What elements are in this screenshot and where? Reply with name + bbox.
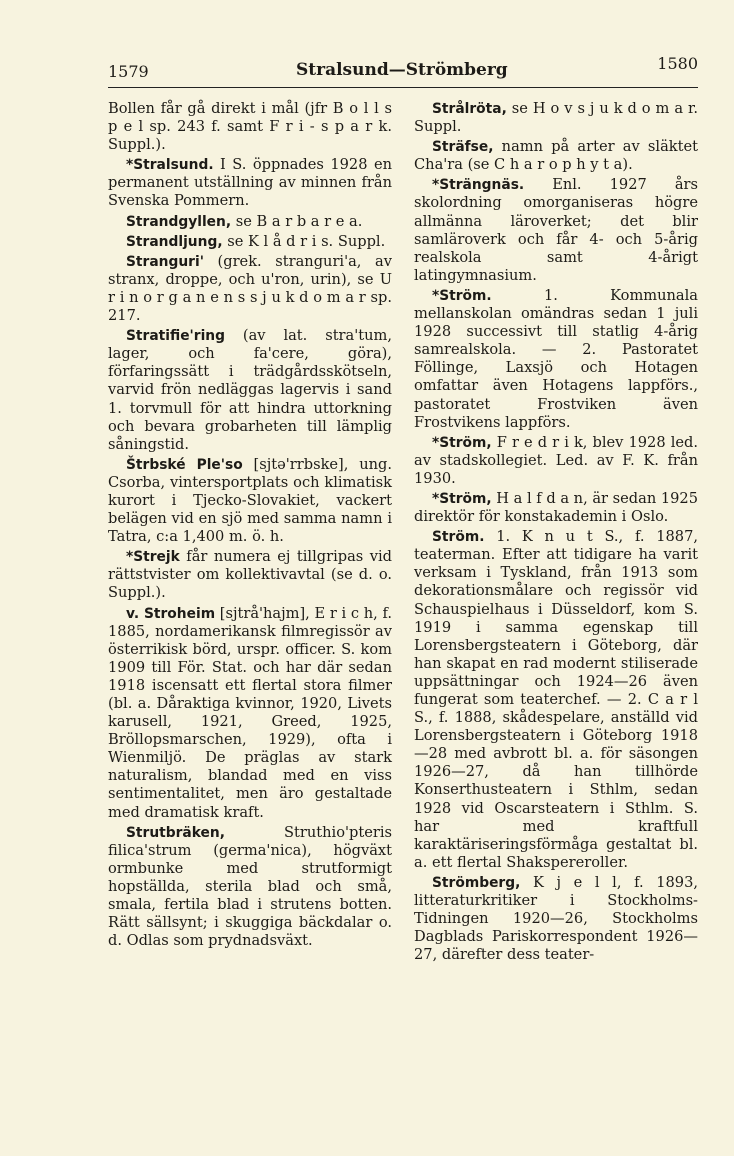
entry-text: (av lat. stra'tum, lager, och fa'cere, göra), förfaringssätt i trädgårdsskötseln, varvid frön nedläggas lagervis i sand 1. torvmull för att hindra uttorkning och bevara grobarheten till lämplig såningstid.: [108, 327, 392, 453]
entry-text: se H o v s j u k d o m a r. Suppl.: [414, 100, 698, 136]
entry-headword: Štrbské Ple'so: [126, 456, 243, 473]
page-number-right: 1580: [657, 54, 698, 73]
entry-text: namn på arter av släktet Cha'ra (se C h a r o p h y t a).: [414, 138, 698, 174]
entry: [108, 233, 392, 251]
entry-text: Bollen får gå direkt i mål (jfr B o l l s p e l sp. 243 f. samt F r i - s p a r k. Suppl.).: [108, 100, 392, 154]
entry-text: F r e d r i k, blev 1928 led. av stadskollegiet. Led. av F. K. från 1930.: [414, 433, 698, 487]
entry: [414, 434, 698, 488]
entry: [108, 100, 392, 154]
entry: [108, 548, 392, 602]
left-column: [108, 100, 392, 952]
entry: [108, 605, 392, 822]
entry-headword: *Strejk: [126, 549, 180, 566]
entry: [414, 490, 698, 526]
entry-headword: Sträfse,: [432, 139, 494, 156]
entry-headword: *Stralsund.: [126, 157, 214, 174]
entry: [108, 824, 392, 951]
entry-headword: Strandljung,: [126, 233, 223, 250]
entry: [108, 327, 392, 454]
right-column: [414, 100, 698, 966]
entry-text: [sjtrå'hajm], E r i c h, f. 1885, nordamerikansk filmregissör av österrikisk börd, urspr. officer. S. kom 1909 till För. Stat. och har där sedan 1918 iscensatt ett flertal stora filmer (bl. a. Dåraktiga kvinnor, 1920, Livets karusell, 1921, Greed, 1925, Bröllopsmarschen, 1929), ofta i Wienmiljö. De präglas av stark naturalism, blandad med en viss sentimentalitet, men äro gestaltade med dramatisk kraft.: [108, 604, 393, 821]
entry-text: 1. Kommunala mellanskolan omändras sedan 1 juli 1928 successivt till statlig 4-årig samrealskola. — 2. Pastoratet Föllinge, Laxsjö och Hotagen omfattar även Hotagens lappförs., pastoratet Frostviken även Frostvikens lappförs.: [414, 286, 698, 431]
entry-text: H a l f d a n, är sedan 1925 direktör för konstakademin i Oslo.: [414, 489, 699, 526]
entry: [414, 176, 698, 285]
running-title: Stralsund—Strömberg: [296, 60, 508, 80]
entry: [414, 874, 698, 964]
entry-headword: *Ström,: [432, 434, 492, 451]
entry-text: se B a r b a r e a.: [231, 212, 363, 230]
entry-text: K j e l l, f. 1893, litteraturkritiker i Stockholms-Tidningen 1920—26, Stockholms Dagblads Pariskorrespondent 1926—27, därefter dess teater-: [414, 873, 698, 964]
entry: [108, 456, 392, 546]
entry-headword: Stratifie'ring: [126, 328, 226, 345]
entry-text: Struthio'pteris filica'strum (germa'nica), högväxt ormbunke med strutformigt hopställda, sterila blad och små, smala, fertila blad i strutens botten. Rätt sällsynt; i skuggiga bäckdalar o. d. Odlas som prydnadsväxt.: [108, 823, 392, 950]
entry-text: får numera ej tillgripas vid rättstvister om kollektivavtal (se d. o. Suppl.).: [108, 548, 392, 602]
page-header: [108, 52, 698, 88]
entry-text: I S. öppnades 1928 en permanent utställning av minnen från Svenska Pommern.: [108, 156, 392, 210]
entry-headword: Stranguri': [126, 253, 204, 270]
entry: [108, 253, 392, 325]
entry-headword: Strålröta,: [432, 101, 507, 117]
entry-headword: *Ström.: [432, 287, 492, 304]
entry-text: [sjtə'rrbske], ung. Csorba, vintersportplats och klimatisk kurort i Tjecko-Slovakiet, vackert belägen vid en sjö med samma namn i Tatra, c:a 1,400 m. ö. h.: [108, 455, 392, 546]
entry-headword: Strandgyllen,: [126, 213, 232, 230]
entry: [108, 213, 392, 231]
entry-headword: *Ström,: [432, 490, 492, 507]
entry-headword: Strutbräken,: [126, 824, 225, 841]
entry-text: se K l å d r i s. Suppl.: [222, 232, 386, 250]
entry-headword: v. Stroheim: [126, 605, 216, 622]
entry: [414, 100, 698, 136]
entry: [414, 287, 698, 432]
entry-text: Enl. 1927 års skolordning omorganiseras högre allmänna läroverket; det blir samläroverk och får 4- och 5-årig realskola samt 4-årigt latingymnasium.: [414, 176, 698, 284]
entry: [414, 528, 698, 872]
entry-headword: *Strängnäs.: [432, 177, 525, 194]
entry-text: 1. K n u t S., f. 1887, teaterman. Efter att tidigare ha varit verksam i Tyskland, från 1913 som dekorationsmålare och regissör vid Schauspielhaus i Düsseldorf, kom S. 1919 i samma egenskap till Lorensbergsteatern i Göteborg, där han skapat en rad modernt stiliserade uppsättningar och 1924—26 även fungerat som teaterchef. — 2. C a r l S., f. 1888, skådespelare, anställd vid Lorensbergsteatern i Göteborg 1918—28 med avbrott bl. a. för säsongen 1926—27, då han tillhörde Konserthusteatern i Sthlm, sedan 1928 vid Oscarsteatern i Sthlm. S. har med kraftfull karaktäriseringsförmåga gestaltat bl. a. ett flertal Shakspereroller.: [414, 528, 698, 871]
entry-headword: Ström.: [432, 529, 485, 546]
entry: [108, 156, 392, 210]
page-number-left: 1579: [108, 62, 149, 81]
entry-headword: Strömberg,: [432, 874, 521, 891]
entry-text: (grek. stranguri'a, av stranx, droppe, och u'ron, urin), se U r i n o r g a n e n s s j u k d o m a r sp. 217.: [108, 252, 392, 325]
entry: [414, 138, 698, 174]
header-rule: [108, 87, 698, 88]
